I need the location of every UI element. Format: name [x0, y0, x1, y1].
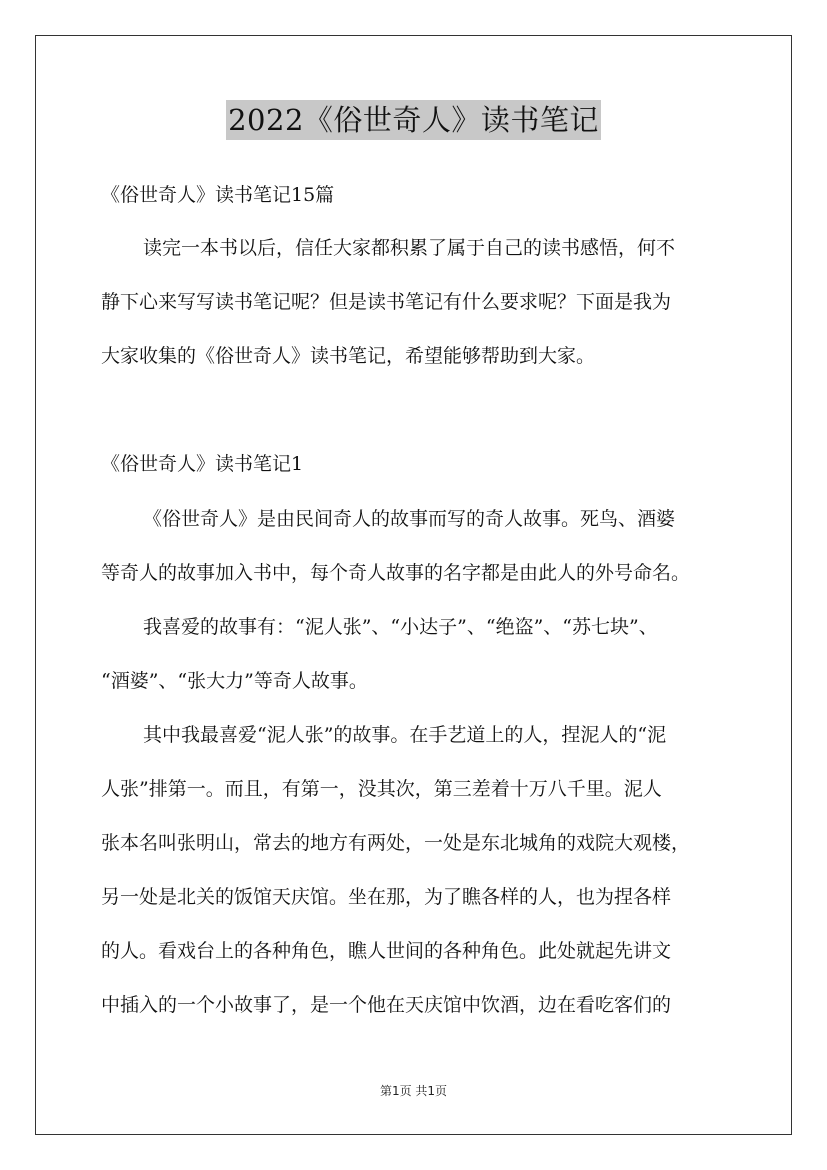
title-container	[0, 100, 827, 140]
body-line: “酒婆”、“张大力”等奇人故事。	[101, 670, 368, 692]
body-line: 等奇人的故事加入书中，每个奇人故事的名字都是由此人的外号命名。	[101, 562, 691, 584]
body-line: 我喜爱的故事有：“泥人张”、“小达子”、“绝盗”、“苏七块”、	[143, 616, 658, 638]
document-subtitle: 《俗世奇人》读书笔记15篇	[101, 184, 335, 206]
body-line: 另一处是北关的饭馆天庆馆。坐在那，为了瞧各样的人，也为捏各样	[101, 886, 672, 908]
page-number: 第1页 共1页	[379, 1084, 448, 1098]
body-line: 中插入的一个小故事了，是一个他在天庆馆中饮酒，边在看吃客们的	[101, 994, 672, 1016]
body-line: 张本名叫张明山，常去的地方有两处，一处是东北城角的戏院大观楼，	[101, 832, 691, 854]
body-line: 人张”排第一。而且，有第一，没其次，第三差着十万八千里。泥人	[101, 778, 662, 800]
intro-line: 读完一本书以后，信任大家都积累了属于自己的读书感悟，何不	[143, 237, 676, 259]
section-heading: 《俗世奇人》读书笔记1	[101, 453, 304, 475]
intro-line: 静下心来写写读书笔记呢？但是读书笔记有什么要求呢？下面是我为	[101, 291, 672, 313]
document-title: 2022《俗世奇人》读书笔记	[226, 100, 601, 140]
intro-line: 大家收集的《俗世奇人》读书笔记，希望能够帮助到大家。	[101, 345, 596, 367]
body-line: 的人。看戏台上的各种角色，瞧人世间的各种角色。此处就起先讲文	[101, 940, 672, 962]
body-line: 其中我最喜爱“泥人张”的故事。在手艺道上的人，捏泥人的“泥	[143, 724, 667, 746]
body-line: 《俗世奇人》是由民间奇人的故事而写的奇人故事。死鸟、酒婆	[143, 508, 676, 530]
